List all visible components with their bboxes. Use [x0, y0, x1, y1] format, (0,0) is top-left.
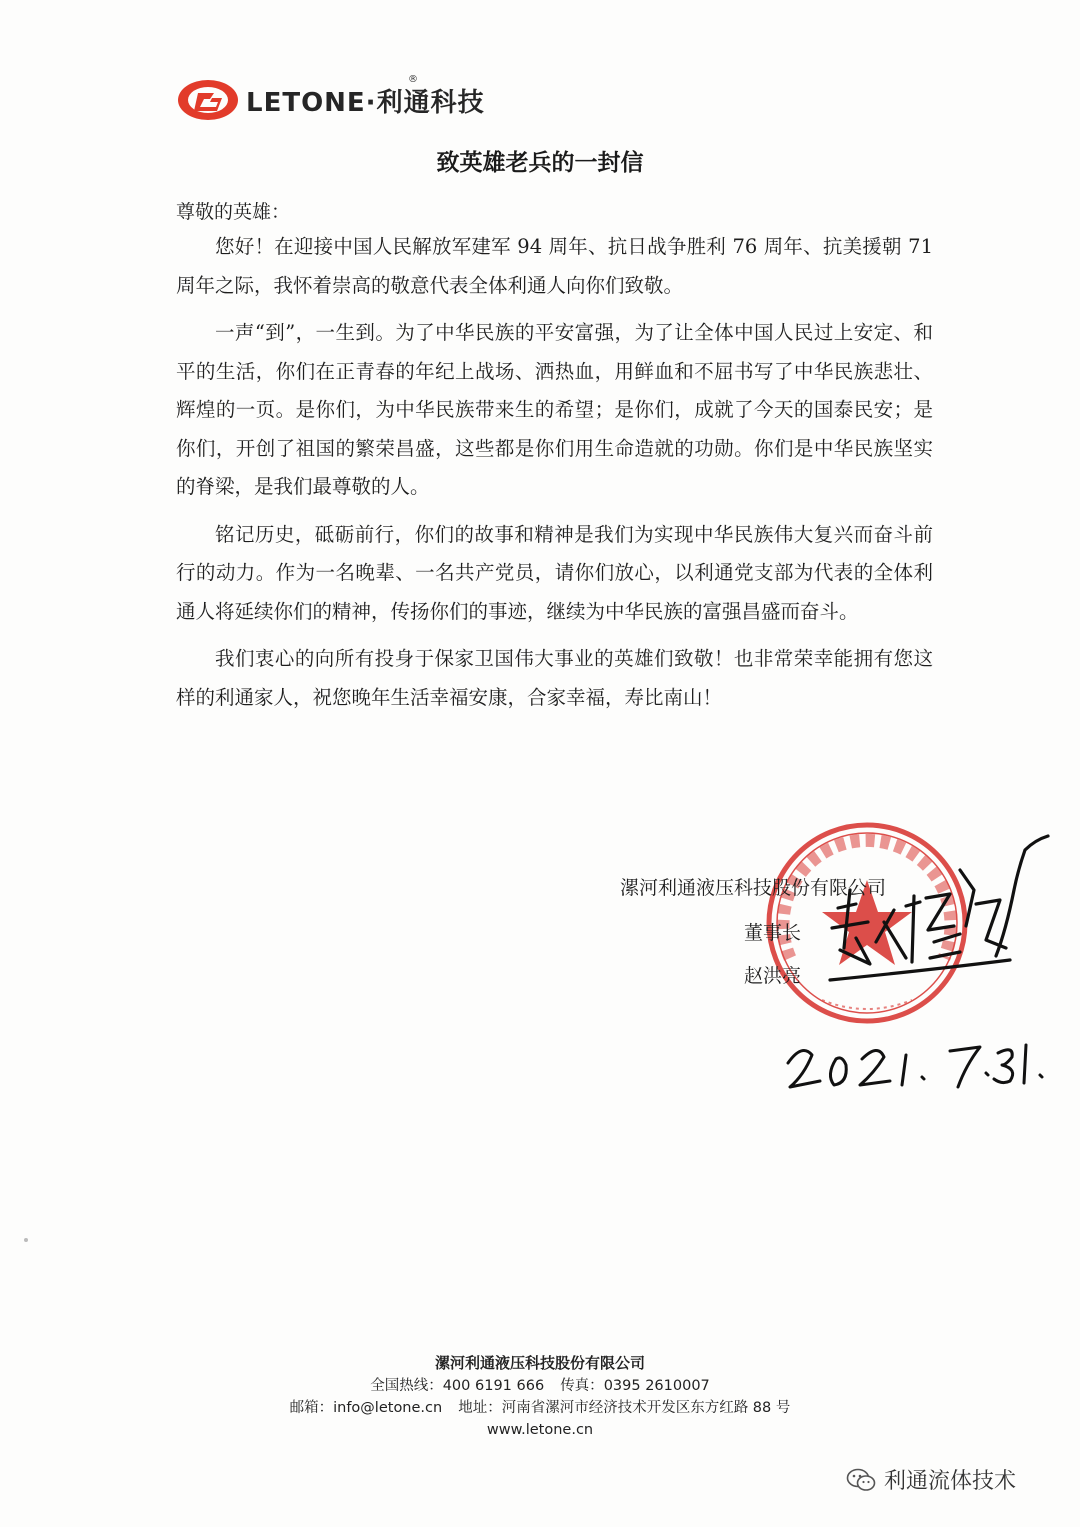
letter-footer [0, 1352, 1080, 1441]
scan-speck [24, 1238, 28, 1242]
footer-contact-line [0, 1375, 1080, 1397]
street-address: 河南省漯河市经济技术开发区东方红路 88 号 [501, 1400, 791, 1416]
email-address[interactable]: info@letone.cn [333, 1400, 443, 1416]
paragraph: 您好！在迎接中国人民解放军建军 94 周年、抗日战争胜利 76 周年、抗美援朝 71 周年之际，我怀着崇高的敬意代表全体利通人向你们致敬。 [176, 235, 933, 297]
paragraph: 铭记历史，砥砺前行，你们的故事和精神是我们为实现中华民族伟大复兴而奋斗前行的动力。作为一名晚辈、一名共产党员，请你们放心，以利通党支部为代表的全体利通人将延续你们的精神，传扬你们的事迹，继续为中华民族的富强昌盛而奋斗。 [176, 522, 933, 623]
salutation: 尊敬的英雄： [176, 201, 291, 223]
footer-website[interactable]: www.letone.cn [486, 1422, 594, 1438]
footer-address-line [0, 1397, 1080, 1419]
wechat-icon [846, 1467, 876, 1493]
fax-label: 传真： [560, 1378, 604, 1394]
signature-role: 董事长 [744, 922, 802, 944]
fax-number: 0395 2610007 [603, 1378, 710, 1394]
hotline-label: 全国热线： [370, 1378, 443, 1394]
footer-company: 漯河利通液压科技股份有限公司 [434, 1354, 645, 1372]
handwritten-signature [810, 830, 1060, 990]
account-name: 利通流体技术 [884, 1469, 1017, 1494]
hotline-number: 400 6191 666 [442, 1378, 545, 1394]
signature-company: 漯河利通液压科技股份有限公司 [620, 877, 887, 899]
letter-title: 致英雄老兵的一封信 [436, 150, 644, 176]
email-label: 邮箱： [289, 1400, 334, 1416]
handwritten-date [780, 1025, 1060, 1095]
signature-name: 赵洪亮 [744, 965, 802, 987]
address-label: 地址： [458, 1400, 502, 1416]
letter-body [176, 228, 933, 726]
letone-logo-icon [176, 78, 240, 122]
paragraph: 我们衷心的向所有投身于保家卫国伟大事业的英雄们致敬！也非常荣幸能拥有您这样的利通家人，祝您晚年生活幸福安康，合家幸福，寿比南山！ [176, 647, 933, 709]
paragraph: 一声“到”，一生到。为了中华民族的平安富强，为了让全体中国人民过上安定、和平的生活，你们在正青春的年纪上战场、洒热血，用鲜血和不屈书写了中华民族悲壮、辉煌的一页。是你们，为中华民族带来生的希望；是你们，成就了今天的国泰民安；是你们，开创了祖国的繁荣昌盛，这些都是你们用生命造就的功勋。你们是中华民族坚实的脊梁，是我们最尊敬的人。 [176, 321, 933, 498]
wechat-watermark [846, 1464, 1016, 1495]
company-logo [176, 74, 506, 124]
registered-mark: ® [408, 74, 418, 85]
brand-name: LETONE·利通科技 [246, 88, 485, 118]
